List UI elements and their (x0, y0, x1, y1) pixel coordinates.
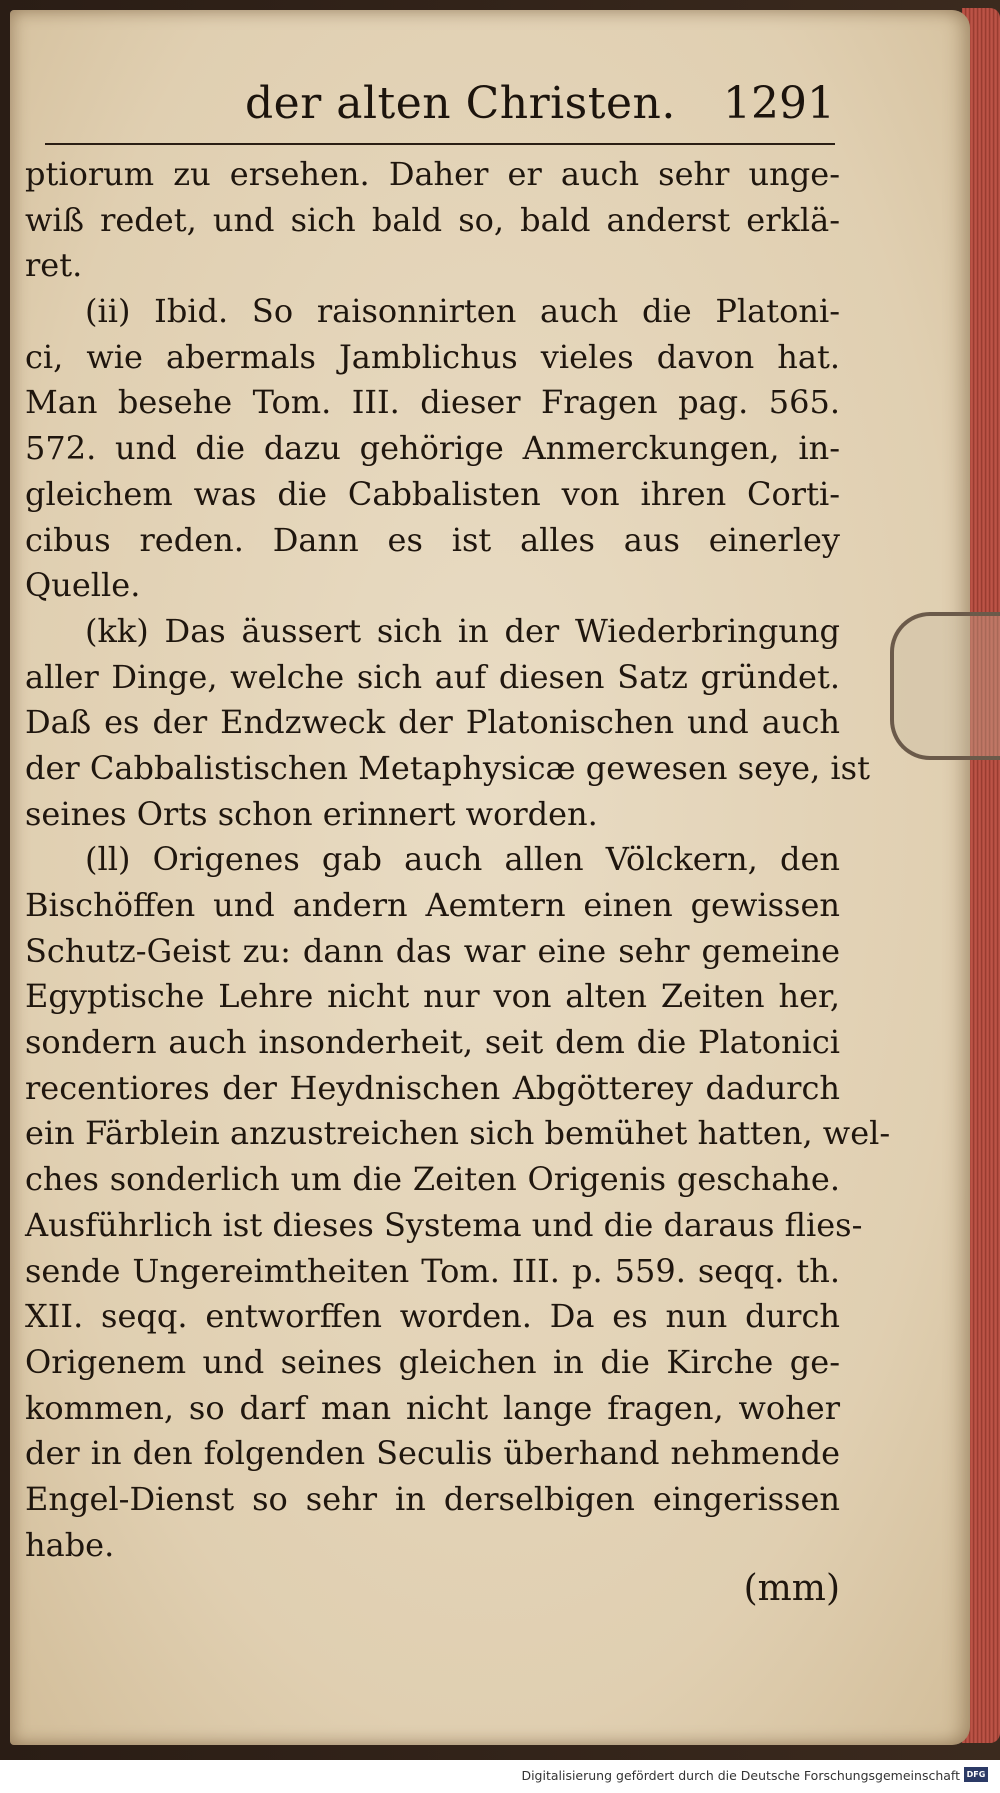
text-line: 572. und die dazu gehörige Anmerckungen, in- (25, 429, 840, 468)
running-head: der alten Christen. (245, 78, 676, 129)
text-line: seines Orts schon erinnert worden. (25, 794, 598, 833)
text-line: recentiores der Heydnischen Abgötterey dadurch (25, 1068, 840, 1107)
text-line: gleichem was die Cabbalisten von ihren Corti- (25, 474, 840, 513)
page-number: 1291 (723, 78, 835, 129)
dfg-logo: DFG (964, 1767, 988, 1782)
text-line: wiß redet, und sich bald so, bald anderst erklä- (25, 200, 840, 239)
text-line: Ausführlich ist dieses Systema und die daraus flies- (25, 1205, 863, 1244)
funding-credit: Digitalisierung gefördert durch die Deutsche Forschungsgemeinschaft (521, 1768, 960, 1783)
text-line: Man besehe Tom. III. dieser Fragen pag. 565. (25, 383, 840, 422)
catchword: (mm) (743, 1568, 840, 1609)
text-line: habe. (25, 1525, 115, 1564)
text-line: aller Dinge, welche sich auf diesen Satz gründet. (25, 657, 840, 696)
text-line: (kk) Das äussert sich in der Wiederbringung (85, 611, 840, 650)
text-line: Quelle. (25, 566, 141, 605)
text-line: Bischöffen und andern Aemtern einen gewissen (25, 886, 840, 924)
text-line: ret. (25, 246, 83, 285)
text-line: cibus reden. Dann es ist alles aus einerley (25, 520, 840, 559)
text-line: Schutz-Geist zu: dann das war eine sehr gemeine (25, 931, 840, 970)
text-line: kommen, so darf man nicht lange fragen, woher (25, 1388, 840, 1427)
text-line: (ll) Origenes gab auch allen Völckern, den (85, 840, 840, 879)
text-line: ptiorum zu ersehen. Daher er auch sehr unge- (25, 155, 840, 193)
text-line: sondern auch insonderheit, seit dem die Platonici (25, 1023, 840, 1062)
text-line: (ii) Ibid. So raisonnirten auch die Platoni- (85, 292, 840, 331)
text-line: sende Ungereimtheiten Tom. III. p. 559. seqq. th. (25, 1251, 840, 1290)
page-clip-tab (890, 612, 1000, 760)
header-rule (45, 143, 835, 145)
page-header (245, 78, 835, 138)
text-line: Origenem und seines gleichen in die Kirche ge- (25, 1342, 840, 1381)
text-line: der Cabbalistischen Metaphysicæ gewesen seye, ist (25, 748, 870, 787)
text-line: Engel-Dienst so sehr in derselbigen eingerissen (25, 1479, 840, 1518)
text-line: ein Färblein anzustreichen sich bemühet hatten, wel- (25, 1114, 891, 1153)
text-line: Egyptische Lehre nicht nur von alten Zeiten her, (25, 977, 840, 1016)
text-line: der in den folgenden Seculis überhand nehmende (25, 1434, 840, 1473)
text-line: XII. seqq. entworffen worden. Da es nun durch (25, 1297, 840, 1336)
digitization-footer (0, 1760, 1000, 1793)
text-line: ches sonderlich um die Zeiten Origenis geschahe. (25, 1160, 840, 1199)
body-text (25, 152, 891, 1568)
text-line: ci, wie abermals Jamblichus vieles davon hat. (25, 337, 840, 376)
text-line: Daß es der Endzweck der Platonischen und auch (25, 703, 840, 742)
